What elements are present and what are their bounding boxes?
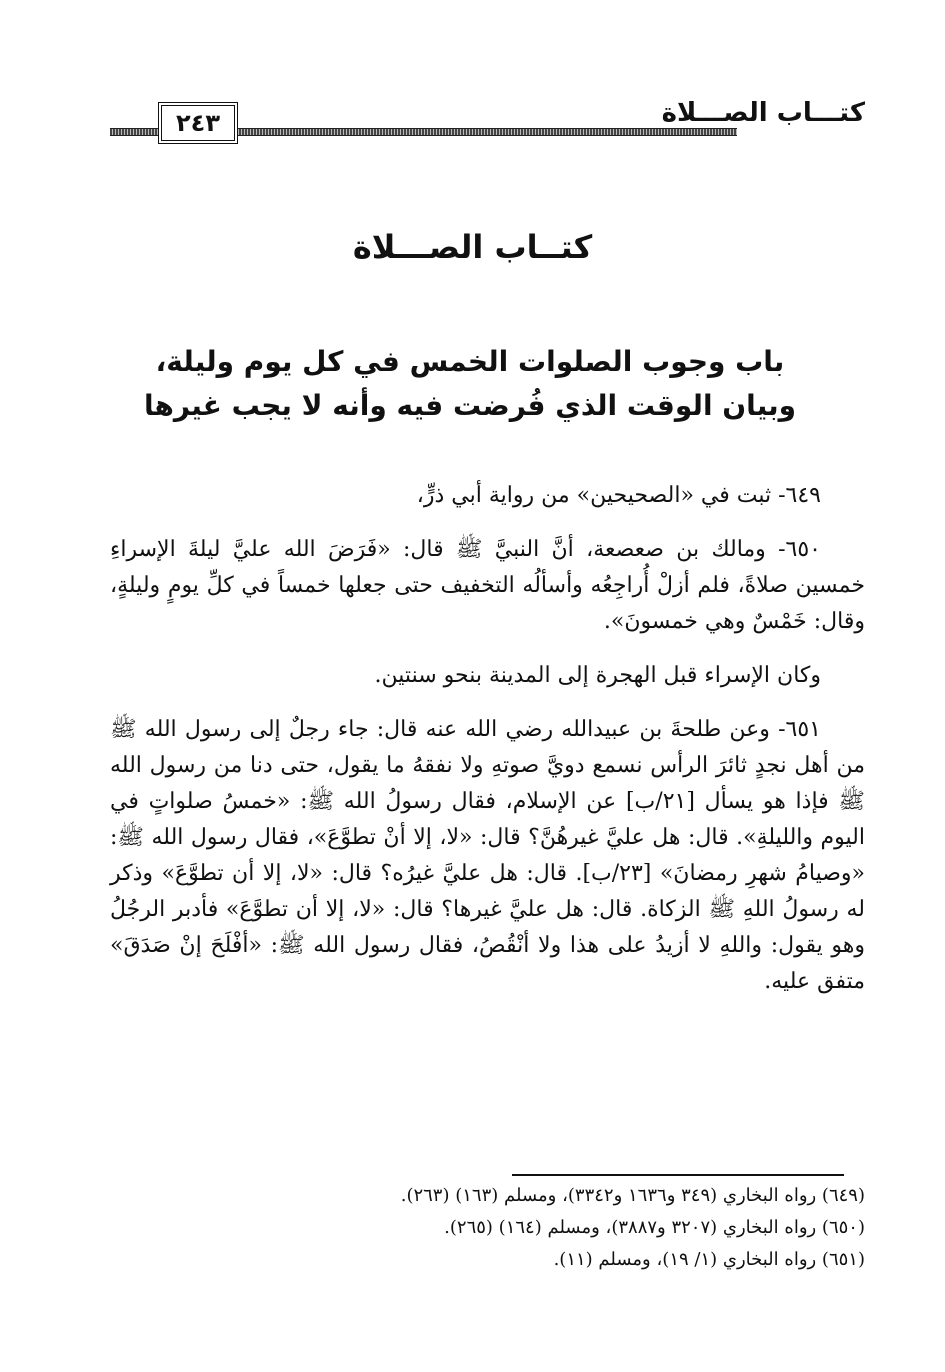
hadith-651: ٦٥١- وعن طلحةَ بن عبيدالله رضي الله عنه قال: جاء رجلٌ إلى رسول الله ﷺ من أهل نجدٍ ثائرَ الرأس نسمع دويَّ صوتهِ ولا نفقهُ ما يقول، حتى دنا من رسول الله ﷺ فإذا هو يسأل [٢١/ب] عن الإسلام، فقال رسولُ الله ﷺ: «خمسُ صلواتٍ في اليوم والليلةِ». قال: هل عليَّ غيرهُنَّ؟ قال: «لا، إلا أنْ تطوَّعَ»، فقال رسول الله ﷺ: «وصيامُ شهرِ رمضانَ» [٢٣/ب]. قال: هل عليَّ غيرُه؟ قال: «لا، إلا أن تطوَّعَ» وذكر له رسولُ اللهِ ﷺ الزكاة. قال: هل عليَّ غيرها؟ قال: «لا، إلا أن تطوَّعَ» فأدبر الرجُلُ وهو يقول: واللهِ لا أزيدُ على هذا ولا أنْقُصُ، فقال رسول الله ﷺ: «أفْلَحَ إنْ صَدَقَ» متفق عليه. (110, 717, 865, 994)
book-title: كتــاب الصـــلاة (352, 228, 593, 266)
footnote-divider (512, 1174, 844, 1176)
chapter-title (120, 340, 820, 428)
footnote-649: (٦٤٩) رواه البخاري (٣٤٩ و١٦٣٦ و٣٣٤٢)، ومسلم (١٦٣) (٢٦٣). (400, 1185, 865, 1206)
page-number: ٢٤٣ (176, 109, 220, 137)
hadith-649: ٦٤٩- ثبت في «الصحيحين» من رواية أبي ذرٍّ، (416, 483, 821, 508)
chapter-title-line-1: باب وجوب الصلوات الخمس في كل يوم وليلة، (155, 345, 785, 378)
footnotes (110, 1180, 865, 1276)
main-text (110, 478, 865, 1018)
footnote-650: (٦٥٠) رواه البخاري (٣٢٠٧ و٣٨٨٧)، ومسلم (١٦٤) (٢٦٥). (444, 1217, 865, 1238)
page-number-box (158, 102, 238, 144)
isra-note: وكان الإسراء قبل الهجرة إلى المدينة بنحو سنتين. (374, 663, 821, 688)
chapter-title-line-2: وبيان الوقت الذي فُرضت فيه وأنه لا يجب غيرها (143, 389, 797, 422)
hadith-650: ٦٥٠- ومالك بن صعصعة، أنَّ النبيَّ ﷺ قال: «فَرَضَ الله عليَّ ليلةَ الإسراءِ خمسين صلاةً، فلم أزلْ أُراجِعُه وأسألُه التخفيف حتى جعلها خمساً في كلِّ يومٍ وليلةٍ، وقال: خَمْسٌ وهي خمسونَ». (110, 537, 865, 634)
running-header (110, 98, 865, 144)
running-title: كتـــاب الصـــلاة (661, 98, 865, 128)
footnote-651: (٦٥١) رواه البخاري (١/ ١٩)، ومسلم (١١). (553, 1249, 865, 1270)
